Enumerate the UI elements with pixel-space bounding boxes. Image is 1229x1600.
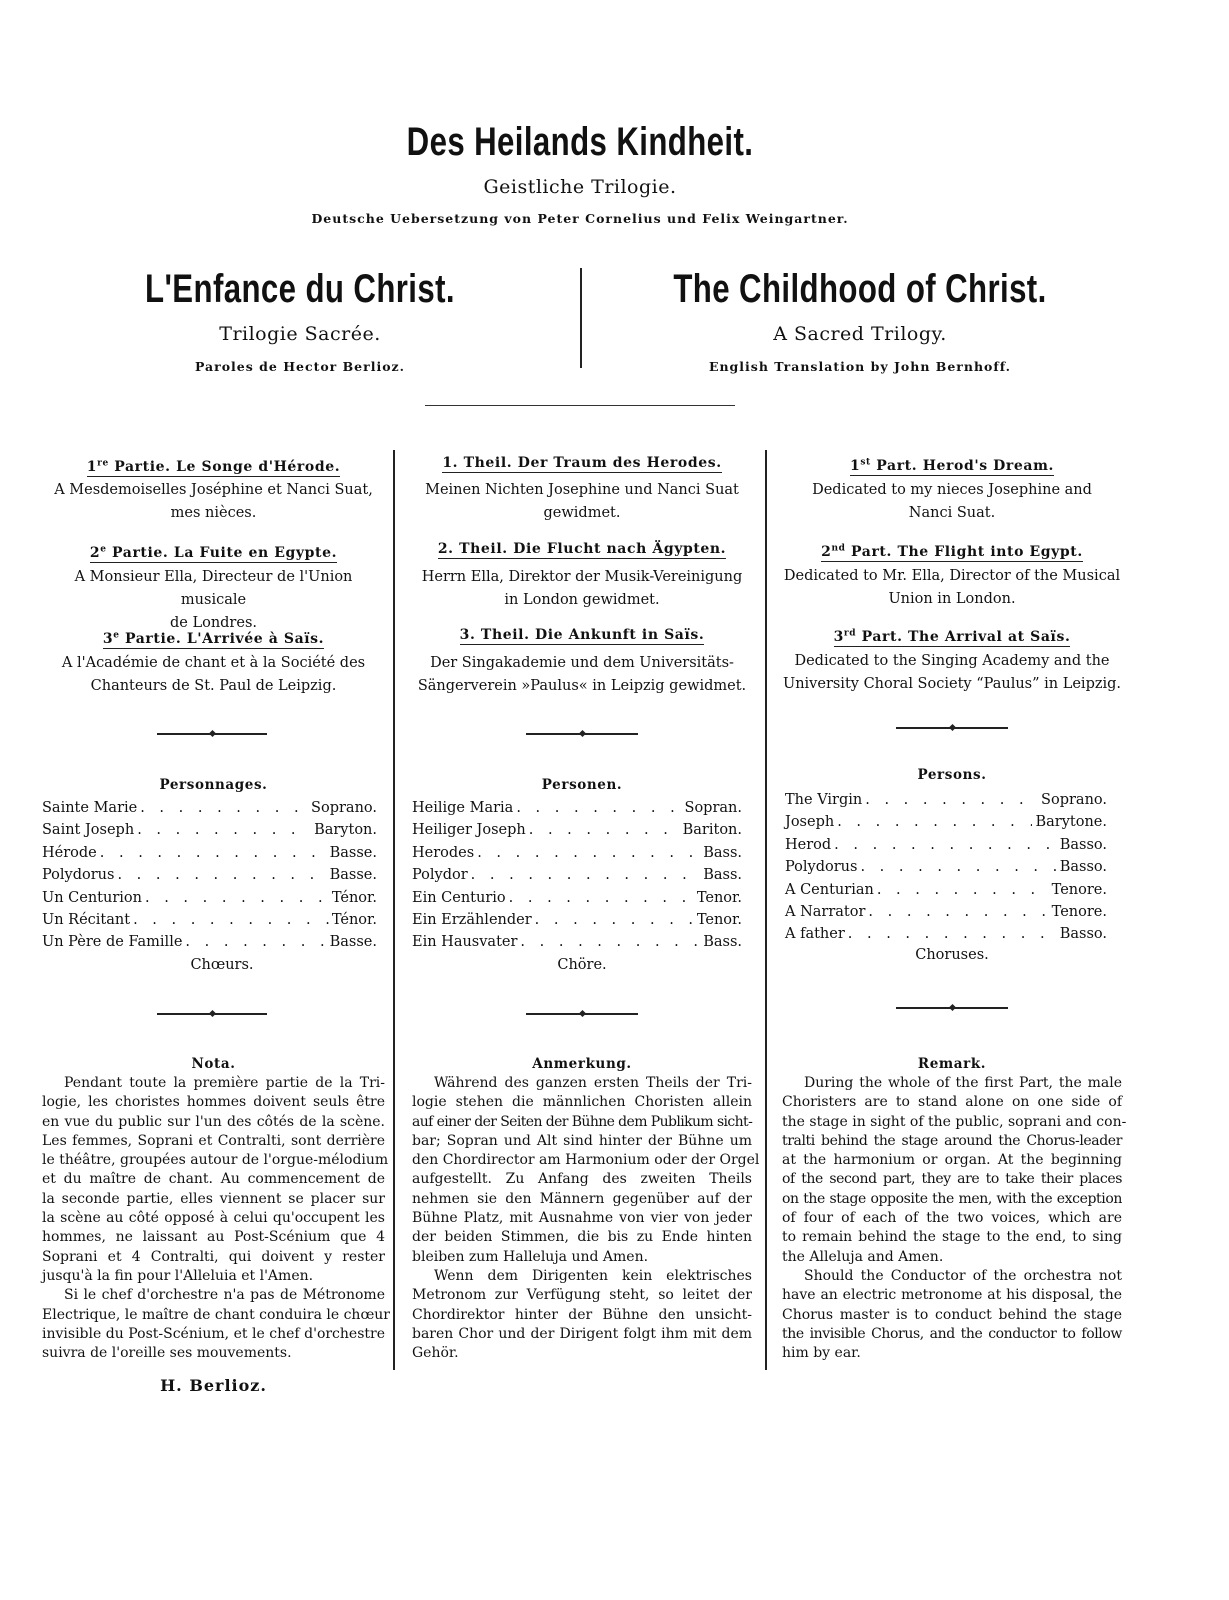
cast-row: Joseph . . . Barytone.: [785, 811, 1107, 833]
cast-row: Hérode . . . Basse.: [42, 842, 377, 864]
cast-row: Polydorus . . . Basso.: [785, 856, 1107, 878]
dedication: A l'Académie de chant et à la Société des Chanteurs de St. Paul de Leipzig.: [61, 655, 366, 694]
dedication: Der Singakademie und dem Universitäts- Sängerverein »Paulus« in Leipzig gewidmet.: [417, 655, 747, 694]
cast-row: Ein Centurio . . . Tenor.: [412, 887, 742, 909]
cast-row: Herodes . . . Bass.: [412, 842, 742, 864]
chorus-label: Chöre.: [557, 957, 607, 973]
cast-row: Saint Joseph . . . Baryton.: [42, 819, 377, 841]
part-heading: 2. Theil. Die Flucht nach Ägypten.: [437, 541, 727, 557]
cast-row: A father . . . Basso.: [785, 923, 1107, 945]
cast-row: Un Centurion . . . Ténor.: [42, 887, 377, 909]
english-column: [782, 0, 1127, 1600]
part-heading: 3. Theil. Die Ankunft in Saïs.: [459, 627, 705, 643]
cast-row: A Narrator . . . Tenore.: [785, 901, 1107, 923]
french-credit: Paroles de Hector Berlioz.: [194, 359, 406, 374]
dedication: A Monsieur Ella, Directeur de l'Union musicale de Londres.: [74, 569, 353, 631]
french-subtitle: Trilogie Sacrée.: [219, 323, 381, 345]
cast-row: Polydor . . . Bass.: [412, 864, 742, 886]
ornament-divider: [526, 1013, 638, 1015]
persons-title: Personen.: [541, 777, 623, 793]
cast-row: A Centurian . . . Tenore.: [785, 879, 1107, 901]
note-title: Nota.: [191, 1056, 236, 1072]
german-subtitle: Geistliche Trilogie.: [483, 176, 677, 198]
german-column: [412, 0, 760, 1600]
part-heading: 2e Partie. La Fuite en Egypte.: [89, 544, 338, 561]
signature: H. Berlioz.: [160, 1376, 267, 1395]
dedication: A Mesdemoiselles Joséphine et Nanci Suat, mes nièces.: [54, 482, 373, 521]
column-divider-left: [393, 450, 395, 1370]
dedication: Dedicated to my nieces Josephine and Nanci Suat.: [812, 482, 1092, 521]
english-credit: English Translation by John Bernhoff.: [708, 359, 1012, 374]
french-column: [42, 0, 390, 1600]
ornament-divider: [157, 733, 267, 735]
dedication: Dedicated to Mr. Ella, Director of the Musical Union in London.: [783, 568, 1121, 607]
chorus-label: Chœurs.: [190, 957, 254, 973]
part-heading: 1re Partie. Le Songe d'Hérode.: [86, 458, 341, 475]
cast-row: Un Père de Famille . . . Basse.: [42, 931, 377, 953]
note-text: Pendant toute la première partie de la Tri- logie, les choristes hommes doivent seuls être en vue du public sur l'un des côtés de la scène. Les femmes, Soprani et Contralti, sont derrière le théâtre, groupées autour de l'orgue-mélodium et du maître de chant. Au commencement de la seconde partie, elles viennent se placer sur la scène au côté opposé à celui qu'occupent les hommes, ne laissant au Post-Scénium que 4 Soprani et 4 Contralti, qui doivent y rester jusqu'à la fin pour l'Alleluia et l'Amen. Si le chef d'orchestre n'a pas de Métronome Electrique, le maître de chant conduira le chœur invisible du Post-Scénium, et le chef d'orchestre suivra de l'oreille ses mouvements.: [42, 1075, 390, 1362]
cast-row: Ein Erzählender . . . Tenor.: [412, 909, 742, 931]
ornament-divider: [157, 1013, 267, 1015]
french-title: L'Enfance du Christ.: [145, 267, 455, 311]
part-heading: 1. Theil. Der Traum des Herodes.: [442, 455, 722, 471]
persons-title: Personnages.: [159, 777, 268, 793]
note-text: During the whole of the first Part, the male Choristers are to stand alone on one side of the stage in sight of the public, soprani and con- tralti behind the stage around the Chorus-leader at the harmonium or organ. At the beginning of the second part, they are to take their places on the stage opposite the men, with the exception of four of each of the two voices, which are to remain behind the stage to the end, to sing the Alleluja and Amen. Should the Conductor of the orchestra not have an electric metronome at his disposal, the Chorus master is to conduct behind the stage the invisible Chorus, and the conductor to follow him by ear.: [782, 1075, 1127, 1362]
cast-row: Un Récitant . . . Ténor.: [42, 909, 377, 931]
cast-row: Ein Hausvater . . . Bass.: [412, 931, 742, 953]
chorus-label: Choruses.: [915, 947, 989, 963]
note-text: Während des ganzen ersten Theils der Tri- logie stehen die männlichen Choristen allein auf einer der Seiten der Bühne dem Publikum sicht- bar; Sopran und Alt sind hinter der Bühne um den Chordirector am Harmonium oder der Orgel aufgestellt. Zu Anfang des zweiten Theils nehmen sie den Männern gegenüber auf der Bühne Platz, mit Ausnahme von vier von jeder der beiden Stimmen, die bis zu Ende hinten bleiben zum Halleluja und Amen. Wenn dem Dirigenten kein elektrisches Metronom zur Verfügung steht, so leitet der Chordirektor hinter der Bühne den unsicht- baren Chor und der Dirigent folgt ihm mit dem Gehör.: [412, 1075, 760, 1362]
english-subtitle: A Sacred Trilogy.: [773, 323, 947, 345]
dedication: Herrn Ella, Direktor der Musik-Vereinigung in London gewidmet.: [421, 569, 743, 608]
note-title: Remark.: [917, 1056, 987, 1072]
part-heading: 3rd Part. The Arrival at Saïs.: [833, 628, 1071, 645]
german-credit: Deutsche Uebersetzung von Peter Cornelius und Felix Weingartner.: [311, 211, 849, 226]
dedication: Meinen Nichten Josephine und Nanci Suat gewidmet.: [425, 482, 739, 521]
ornament-divider: [896, 727, 1008, 729]
column-divider-right: [765, 450, 767, 1370]
note-title: Anmerkung.: [532, 1056, 632, 1072]
cast-list: [785, 789, 1107, 946]
cast-row: Sainte Marie . . . Soprano.: [42, 797, 377, 819]
german-title: Des Heilands Kindheit.: [406, 120, 754, 164]
part-heading: 2nd Part. The Flight into Egypt.: [821, 543, 1083, 560]
part-heading: 1st Part. Herod's Dream.: [850, 457, 1054, 474]
cast-list: [42, 797, 377, 954]
ornament-divider: [896, 1007, 1008, 1009]
english-title: The Childhood of Christ.: [673, 267, 1047, 311]
cast-row: Polydorus . . . Basse.: [42, 864, 377, 886]
part-heading: 3e Partie. L'Arrivée à Saïs.: [102, 630, 325, 647]
ornament-divider: [526, 733, 638, 735]
cast-row: Heilige Maria . . . Sopran.: [412, 797, 742, 819]
dedication: Dedicated to the Singing Academy and the University Choral Society “Paulus” in Leipzig.: [782, 653, 1122, 692]
cast-list: [412, 797, 742, 954]
cast-row: Herod . . . Basso.: [785, 834, 1107, 856]
cast-row: The Virgin . . . Soprano.: [785, 789, 1107, 811]
cast-row: Heiliger Joseph . . . Bariton.: [412, 819, 742, 841]
persons-title: Persons.: [917, 767, 987, 783]
